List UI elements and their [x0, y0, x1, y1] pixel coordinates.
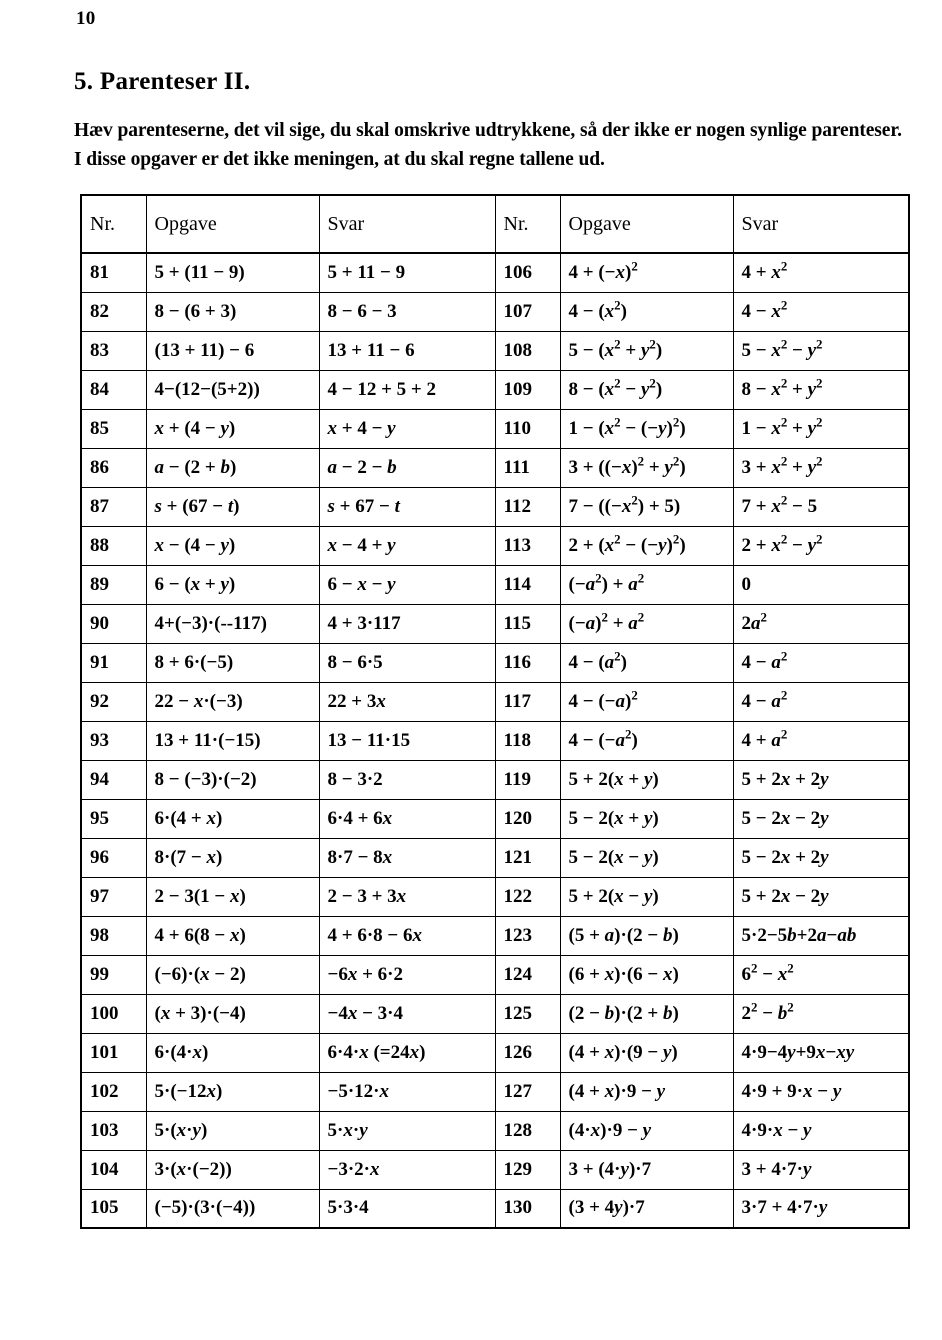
cell-opgave-right: $4 - (a^2)$ — [560, 643, 733, 682]
cell-svar-left: 2 − 3 + 3x — [319, 877, 495, 916]
cell-nr-left: 92 — [81, 682, 146, 721]
table-row — [81, 565, 909, 604]
intro-line-2: I disse opgaver er det ikke meningen, at du skal regne tallene ud. — [74, 149, 605, 170]
cell-opgave-right: $1 - (x^2 - (-y)^2)$ — [560, 409, 733, 448]
exercise-table — [80, 194, 910, 1229]
cell-svar-right: 5·2−5b+2a−ab — [733, 916, 909, 955]
cell-opgave-right: 3 + (4·y)·7 — [560, 1150, 733, 1189]
cell-opgave-left: 5 + (11 − 9) — [146, 253, 319, 292]
cell-opgave-left: s + (67 − t) — [146, 487, 319, 526]
cell-svar-right: $2a^2$ — [733, 604, 909, 643]
cell-opgave-right: $7 - ((-x^2) + 5)$ — [560, 487, 733, 526]
cell-svar-left: s + 67 − t — [319, 487, 495, 526]
cell-svar-left: 8·7 − 8x — [319, 838, 495, 877]
cell-svar-left: −6x + 6·2 — [319, 955, 495, 994]
table-row — [81, 409, 909, 448]
cell-svar-left: −3·2·x — [319, 1150, 495, 1189]
page-number: 10 — [76, 8, 96, 29]
cell-nr-right: 106 — [495, 253, 560, 292]
cell-nr-left: 85 — [81, 409, 146, 448]
cell-svar-right: 3 + 4·7·y — [733, 1150, 909, 1189]
cell-nr-right: 111 — [495, 448, 560, 487]
cell-opgave-left: 4 + 6(8 − x) — [146, 916, 319, 955]
cell-svar-right: $6^2 - x^2$ — [733, 955, 909, 994]
cell-opgave-left: 6·(4·x) — [146, 1033, 319, 1072]
cell-nr-right: 110 — [495, 409, 560, 448]
cell-svar-left: a − 2 − b — [319, 448, 495, 487]
cell-nr-left: 88 — [81, 526, 146, 565]
cell-nr-right: 107 — [495, 292, 560, 331]
table-row — [81, 955, 909, 994]
cell-nr-left: 90 — [81, 604, 146, 643]
cell-opgave-left: 2 − 3(1 − x) — [146, 877, 319, 916]
cell-nr-right: 119 — [495, 760, 560, 799]
table-row — [81, 1111, 909, 1150]
cell-opgave-right: $(-a)^2 + a^2$ — [560, 604, 733, 643]
table-row — [81, 916, 909, 955]
section-heading: 5. Parenteser II. — [74, 68, 251, 95]
header-nr-right: Nr. — [495, 195, 560, 253]
cell-opgave-right: $8 - (x^2 - y^2)$ — [560, 370, 733, 409]
cell-svar-right: 4·9−4y+9x−xy — [733, 1033, 909, 1072]
cell-opgave-left: x − (4 − y) — [146, 526, 319, 565]
cell-svar-left: 4 + 6·8 − 6x — [319, 916, 495, 955]
cell-svar-right: 4·9·x − y — [733, 1111, 909, 1150]
cell-nr-right: 113 — [495, 526, 560, 565]
cell-nr-left: 97 — [81, 877, 146, 916]
intro-line-1: Hæv parenteserne, det vil sige, du skal omskrive udtrykkene, så der ikke er nogen synlige parenteser. — [74, 120, 902, 141]
cell-svar-left: 13 + 11 − 6 — [319, 331, 495, 370]
cell-opgave-right: $3 + ((-x)^2 + y^2)$ — [560, 448, 733, 487]
cell-opgave-right: 5 + 2(x + y) — [560, 760, 733, 799]
table-body — [81, 253, 909, 1228]
cell-opgave-left: (−6)·(x − 2) — [146, 955, 319, 994]
table-header-row — [81, 195, 909, 253]
cell-svar-right: 5 + 2x + 2y — [733, 760, 909, 799]
table-row — [81, 838, 909, 877]
cell-svar-right: $4 + a^2$ — [733, 721, 909, 760]
cell-nr-left: 81 — [81, 253, 146, 292]
cell-opgave-left: 5·(x·y) — [146, 1111, 319, 1150]
table-row — [81, 682, 909, 721]
cell-svar-right: $5 - x^2 - y^2$ — [733, 331, 909, 370]
cell-opgave-right: 5 − 2(x + y) — [560, 799, 733, 838]
cell-svar-left: 8 − 3·2 — [319, 760, 495, 799]
cell-svar-right: 5 + 2x − 2y — [733, 877, 909, 916]
cell-svar-right: 5 − 2x − 2y — [733, 799, 909, 838]
cell-nr-right: 116 — [495, 643, 560, 682]
cell-nr-left: 105 — [81, 1189, 146, 1228]
cell-opgave-right: (4 + x)·(9 − y) — [560, 1033, 733, 1072]
table-row — [81, 643, 909, 682]
cell-svar-left: 5·3·4 — [319, 1189, 495, 1228]
cell-nr-right: 127 — [495, 1072, 560, 1111]
table-row — [81, 604, 909, 643]
table-row — [81, 877, 909, 916]
table-row — [81, 1150, 909, 1189]
cell-nr-left: 89 — [81, 565, 146, 604]
cell-nr-right: 123 — [495, 916, 560, 955]
cell-opgave-left: (x + 3)·(−4) — [146, 994, 319, 1033]
header-nr-left: Nr. — [81, 195, 146, 253]
cell-svar-left: −5·12·x — [319, 1072, 495, 1111]
header-svar-left: Svar — [319, 195, 495, 253]
exercise-table-wrapper — [80, 194, 890, 1229]
cell-svar-right: $4 - x^2$ — [733, 292, 909, 331]
cell-opgave-right: (4 + x)·9 − y — [560, 1072, 733, 1111]
cell-opgave-left: 6·(4 + x) — [146, 799, 319, 838]
cell-nr-right: 129 — [495, 1150, 560, 1189]
cell-nr-left: 84 — [81, 370, 146, 409]
cell-nr-right: 114 — [495, 565, 560, 604]
cell-opgave-right: 5 + 2(x − y) — [560, 877, 733, 916]
table-row — [81, 292, 909, 331]
cell-opgave-left: 8 − (6 + 3) — [146, 292, 319, 331]
cell-svar-left: 8 − 6 − 3 — [319, 292, 495, 331]
table-header — [81, 195, 909, 253]
cell-svar-left: −4x − 3·4 — [319, 994, 495, 1033]
cell-svar-left: 5·x·y — [319, 1111, 495, 1150]
cell-svar-right: $7 + x^2 - 5$ — [733, 487, 909, 526]
cell-opgave-right: (5 + a)·(2 − b) — [560, 916, 733, 955]
cell-nr-left: 101 — [81, 1033, 146, 1072]
cell-nr-right: 122 — [495, 877, 560, 916]
cell-nr-right: 112 — [495, 487, 560, 526]
cell-nr-left: 91 — [81, 643, 146, 682]
cell-svar-right: 4·9 + 9·x − y — [733, 1072, 909, 1111]
cell-svar-left: 6·4 + 6x — [319, 799, 495, 838]
cell-nr-left: 100 — [81, 994, 146, 1033]
table-row — [81, 1189, 909, 1228]
cell-nr-left: 99 — [81, 955, 146, 994]
cell-nr-right: 108 — [495, 331, 560, 370]
cell-svar-right: $1 - x^2 + y^2$ — [733, 409, 909, 448]
cell-opgave-right: (2 − b)·(2 + b) — [560, 994, 733, 1033]
cell-svar-right: $4 - a^2$ — [733, 643, 909, 682]
cell-opgave-left: 13 + 11·(−15) — [146, 721, 319, 760]
table-row — [81, 799, 909, 838]
cell-svar-left: 6 − x − y — [319, 565, 495, 604]
cell-opgave-left: 3·(x·(−2)) — [146, 1150, 319, 1189]
cell-nr-left: 104 — [81, 1150, 146, 1189]
table-row — [81, 253, 909, 292]
cell-nr-left: 94 — [81, 760, 146, 799]
table-row — [81, 1033, 909, 1072]
cell-opgave-right: $4 - (-a)^2$ — [560, 682, 733, 721]
header-opgave-left: Opgave — [146, 195, 319, 253]
cell-opgave-left: 8 + 6·(−5) — [146, 643, 319, 682]
cell-opgave-right: $4 - (x^2)$ — [560, 292, 733, 331]
cell-opgave-right: $4 - (-a^2)$ — [560, 721, 733, 760]
cell-svar-right: 3·7 + 4·7·y — [733, 1189, 909, 1228]
cell-nr-right: 124 — [495, 955, 560, 994]
table-row — [81, 331, 909, 370]
cell-opgave-left: x + (4 − y) — [146, 409, 319, 448]
table-row — [81, 487, 909, 526]
cell-nr-right: 125 — [495, 994, 560, 1033]
cell-svar-right: 0 — [733, 565, 909, 604]
cell-nr-left: 82 — [81, 292, 146, 331]
cell-nr-left: 86 — [81, 448, 146, 487]
cell-svar-right: $4 + x^2$ — [733, 253, 909, 292]
cell-nr-right: 109 — [495, 370, 560, 409]
cell-svar-right: $2^2 - b^2$ — [733, 994, 909, 1033]
cell-nr-right: 115 — [495, 604, 560, 643]
cell-opgave-right: $4 + (-x)^2$ — [560, 253, 733, 292]
cell-opgave-left: 22 − x·(−3) — [146, 682, 319, 721]
cell-svar-right: 5 − 2x + 2y — [733, 838, 909, 877]
header-opgave-right: Opgave — [560, 195, 733, 253]
cell-svar-left: 4 − 12 + 5 + 2 — [319, 370, 495, 409]
cell-opgave-right: $2 + (x^2 - (-y)^2)$ — [560, 526, 733, 565]
cell-opgave-left: 5·(−12x) — [146, 1072, 319, 1111]
cell-nr-left: 93 — [81, 721, 146, 760]
cell-svar-right: $2 + x^2 - y^2$ — [733, 526, 909, 565]
cell-opgave-left: 6 − (x + y) — [146, 565, 319, 604]
cell-nr-left: 96 — [81, 838, 146, 877]
table-row — [81, 1072, 909, 1111]
cell-nr-right: 130 — [495, 1189, 560, 1228]
cell-svar-left: 5 + 11 − 9 — [319, 253, 495, 292]
table-row — [81, 721, 909, 760]
cell-opgave-left: 8·(7 − x) — [146, 838, 319, 877]
table-row — [81, 526, 909, 565]
cell-svar-right: $4 - a^2$ — [733, 682, 909, 721]
cell-svar-left: 13 − 11·15 — [319, 721, 495, 760]
cell-opgave-right: (6 + x)·(6 − x) — [560, 955, 733, 994]
cell-opgave-left: 8 − (−3)·(−2) — [146, 760, 319, 799]
cell-nr-right: 120 — [495, 799, 560, 838]
cell-svar-left: 22 + 3x — [319, 682, 495, 721]
cell-opgave-right: (4·x)·9 − y — [560, 1111, 733, 1150]
cell-nr-left: 102 — [81, 1072, 146, 1111]
cell-opgave-right: $(-a^2) + a^2$ — [560, 565, 733, 604]
header-svar-right: Svar — [733, 195, 909, 253]
cell-opgave-left: 4+(−3)·(--117) — [146, 604, 319, 643]
cell-nr-left: 103 — [81, 1111, 146, 1150]
cell-nr-right: 121 — [495, 838, 560, 877]
cell-svar-right: $8 - x^2 + y^2$ — [733, 370, 909, 409]
cell-nr-right: 117 — [495, 682, 560, 721]
table-row — [81, 370, 909, 409]
cell-svar-right: $3 + x^2 + y^2$ — [733, 448, 909, 487]
cell-nr-right: 118 — [495, 721, 560, 760]
cell-nr-right: 126 — [495, 1033, 560, 1072]
cell-nr-right: 128 — [495, 1111, 560, 1150]
cell-nr-left: 87 — [81, 487, 146, 526]
cell-opgave-right: $5 - (x^2 + y^2)$ — [560, 331, 733, 370]
cell-opgave-left: a − (2 + b) — [146, 448, 319, 487]
cell-svar-left: 6·4·x (=24x) — [319, 1033, 495, 1072]
cell-svar-left: 4 + 3·117 — [319, 604, 495, 643]
cell-svar-left: 8 − 6·5 — [319, 643, 495, 682]
intro-paragraph — [74, 116, 902, 174]
cell-svar-left: x − 4 + y — [319, 526, 495, 565]
cell-nr-left: 83 — [81, 331, 146, 370]
cell-opgave-left: (13 + 11) − 6 — [146, 331, 319, 370]
cell-svar-left: x + 4 − y — [319, 409, 495, 448]
cell-opgave-right: 5 − 2(x − y) — [560, 838, 733, 877]
cell-opgave-left: 4−(12−(5+2)) — [146, 370, 319, 409]
cell-nr-left: 98 — [81, 916, 146, 955]
table-row — [81, 448, 909, 487]
table-row — [81, 760, 909, 799]
cell-nr-left: 95 — [81, 799, 146, 838]
cell-opgave-left: (−5)·(3·(−4)) — [146, 1189, 319, 1228]
cell-opgave-right: (3 + 4y)·7 — [560, 1189, 733, 1228]
table-row — [81, 994, 909, 1033]
